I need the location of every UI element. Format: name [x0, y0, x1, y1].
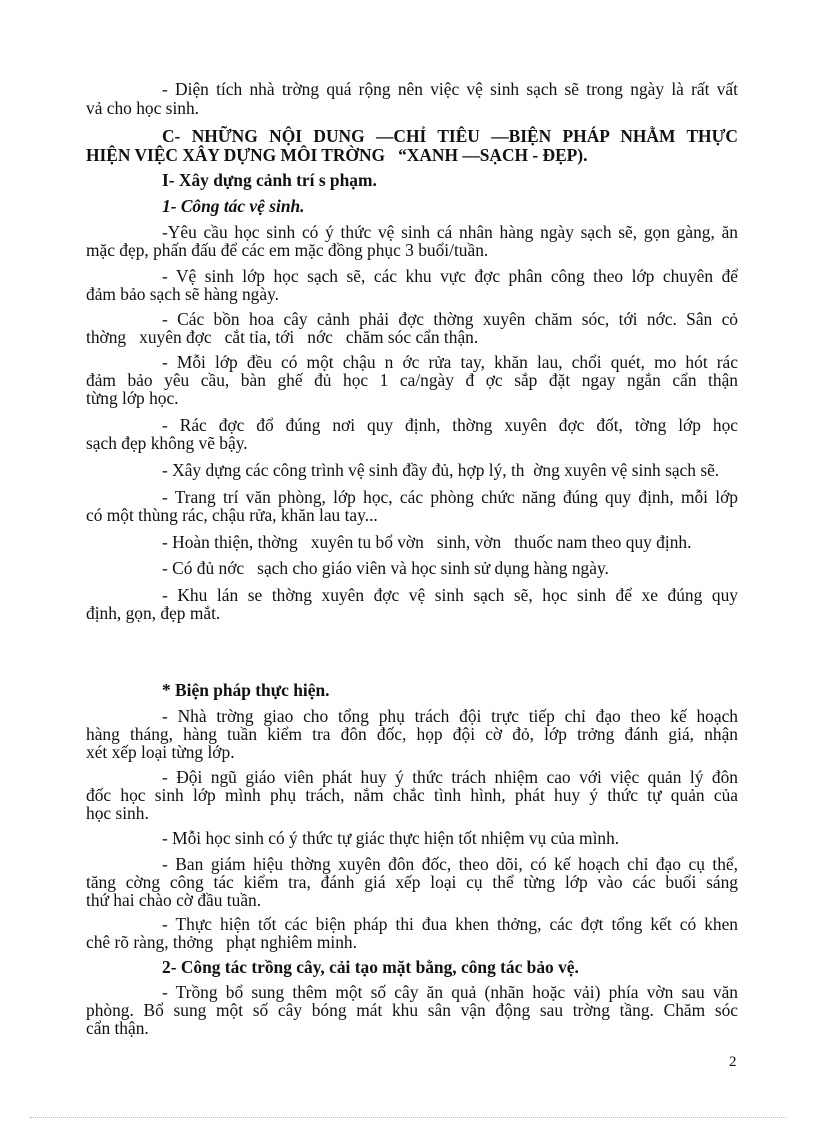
paragraph-line: tăng cờng công tác kiểm tra, đánh giá xếp loại cụ thể từng lớp vào các buổi sáng: [86, 872, 738, 892]
paragraph-line: xét xếp loại từng lớp.: [86, 742, 235, 762]
paragraph-line: thờng xuyên đợc cắt tỉa, tới nớc chăm sóc cẩn thận.: [86, 327, 479, 347]
paragraph-line: thứ hai chào cờ đầu tuần.: [86, 890, 262, 910]
paragraph-line: - Xây dựng các công trình vệ sinh đầy đủ, hợp lý, th ờng xuyên vệ sinh sạch sẽ.: [162, 460, 720, 480]
subsection-heading: 1- Công tác vệ sinh.: [162, 196, 305, 216]
paragraph-line: vả cho học sinh.: [86, 98, 200, 118]
paragraph-line: sạch đẹp không vẽ bậy.: [86, 433, 248, 453]
footer-divider: [30, 1117, 786, 1118]
paragraph-line: đảm bảo sạch sẽ hàng ngày.: [86, 284, 280, 304]
paragraph-line: - Trang trí văn phòng, lớp học, các phòng chức năng đúng quy định, mỗi lớp: [162, 487, 738, 507]
paragraph-line: - Ban giám hiệu thờng xuyên đôn đốc, theo dõi, có kế hoạch chỉ đạo cụ thể,: [162, 854, 738, 874]
paragraph-line: - Thực hiện tốt các biện pháp thi đua khen thởng, các đợt tổng kết có khen: [162, 914, 738, 934]
paragraph-line: có một thùng rác, chậu rửa, khăn lau tay...: [86, 505, 378, 525]
paragraph-line: đảm bảo yêu cầu, bàn ghế đủ học 1 ca/ngày đ ợc sắp đặt ngay ngắn cẩn thận: [86, 370, 738, 390]
paragraph-line: định, gọn, đẹp mắt.: [86, 603, 221, 623]
part-heading: I- Xây dựng cảnh trí s phạm.: [162, 170, 377, 190]
measures-heading: * Biện pháp thực hiện.: [162, 680, 330, 700]
paragraph-line: - Các bồn hoa cây cảnh phải đợc thờng xuyên chăm sóc, tới nớc. Sân cỏ: [162, 309, 738, 329]
paragraph-line: -Yêu cầu học sinh có ý thức vệ sinh cá nhân hàng ngày sạch sẽ, gọn gàng, ăn: [162, 222, 738, 242]
page-number: 2: [729, 1054, 737, 1070]
paragraph-line: từng lớp học.: [86, 388, 179, 408]
paragraph-line: - Trồng bổ sung thêm một số cây ăn quả (nhãn hoặc vải) phía vờn sau văn: [162, 982, 738, 1002]
paragraph-line: phòng. Bổ sung một số cây bóng mát khu sân vận động sau trờng tầng. Chăm sóc: [86, 1000, 738, 1020]
paragraph-line: mặc đẹp, phấn đấu để các em mặc đồng phục 3 buổi/tuần.: [86, 240, 489, 260]
paragraph-line: cẩn thận.: [86, 1018, 149, 1038]
paragraph-line: - Mỗi học sinh có ý thức tự giác thực hiện tốt nhiệm vụ của mình.: [162, 828, 620, 848]
paragraph-line: hàng tháng, hàng tuần kiểm tra đôn đốc, họp đội cờ đỏ, lớp trởng đánh giá, nhận: [86, 724, 738, 744]
paragraph-line: - Khu lán se thờng xuyên đợc vệ sinh sạch sẽ, học sinh để xe đúng quy: [162, 585, 738, 605]
paragraph-line: - Mỗi lớp đều có một chậu n ớc rửa tay, khăn lau, chổi quét, mo hót rác: [162, 352, 738, 372]
paragraph-line: - Rác đợc đổ đúng nơi quy định, thờng xuyên đợc đốt, tờng lớp học: [162, 415, 738, 435]
subsection-heading: 2- Công tác trồng cây, cải tạo mặt bằng, công tác bảo vệ.: [162, 957, 579, 977]
paragraph-line: đốc học sinh lớp mình phụ trách, nắm chắc tình hình, phát huy ý thức tự quản của: [86, 785, 738, 805]
paragraph-line: - Có đủ nớc sạch cho giáo viên và học sinh sử dụng hàng ngày.: [162, 558, 609, 578]
paragraph-line: chê rõ ràng, thởng phạt nghiêm minh.: [86, 932, 357, 952]
paragraph-line: - Đội ngũ giáo viên phát huy ý thức trách nhiệm cao với việc quản lý đôn: [162, 767, 738, 787]
paragraph-line: - Vệ sinh lớp học sạch sẽ, các khu vực đợc phân công theo lớp chuyên để: [162, 266, 738, 286]
section-heading: C- NHỮNG NỘI DUNG —CHỈ TIÊU —BIỆN PHÁP NHẰM THỰC: [162, 126, 738, 146]
paragraph-line: - Nhà trờng giao cho tổng phụ trách đội trực tiếp chỉ đạo theo kế hoạch: [162, 706, 738, 726]
paragraph-line: học sinh.: [86, 803, 149, 823]
section-heading: HIỆN VIỆC XÂY DỰNG MÔI TRỜNG “XANH —SẠCH - ĐẸP).: [86, 145, 588, 165]
paragraph-line: - Hoàn thiện, thờng xuyên tu bổ vờn sinh, vờn thuốc nam theo quy định.: [162, 532, 692, 552]
paragraph-line: - Diện tích nhà trờng quá rộng nên việc vệ sinh sạch sẽ trong ngày là rất vất: [162, 79, 738, 99]
